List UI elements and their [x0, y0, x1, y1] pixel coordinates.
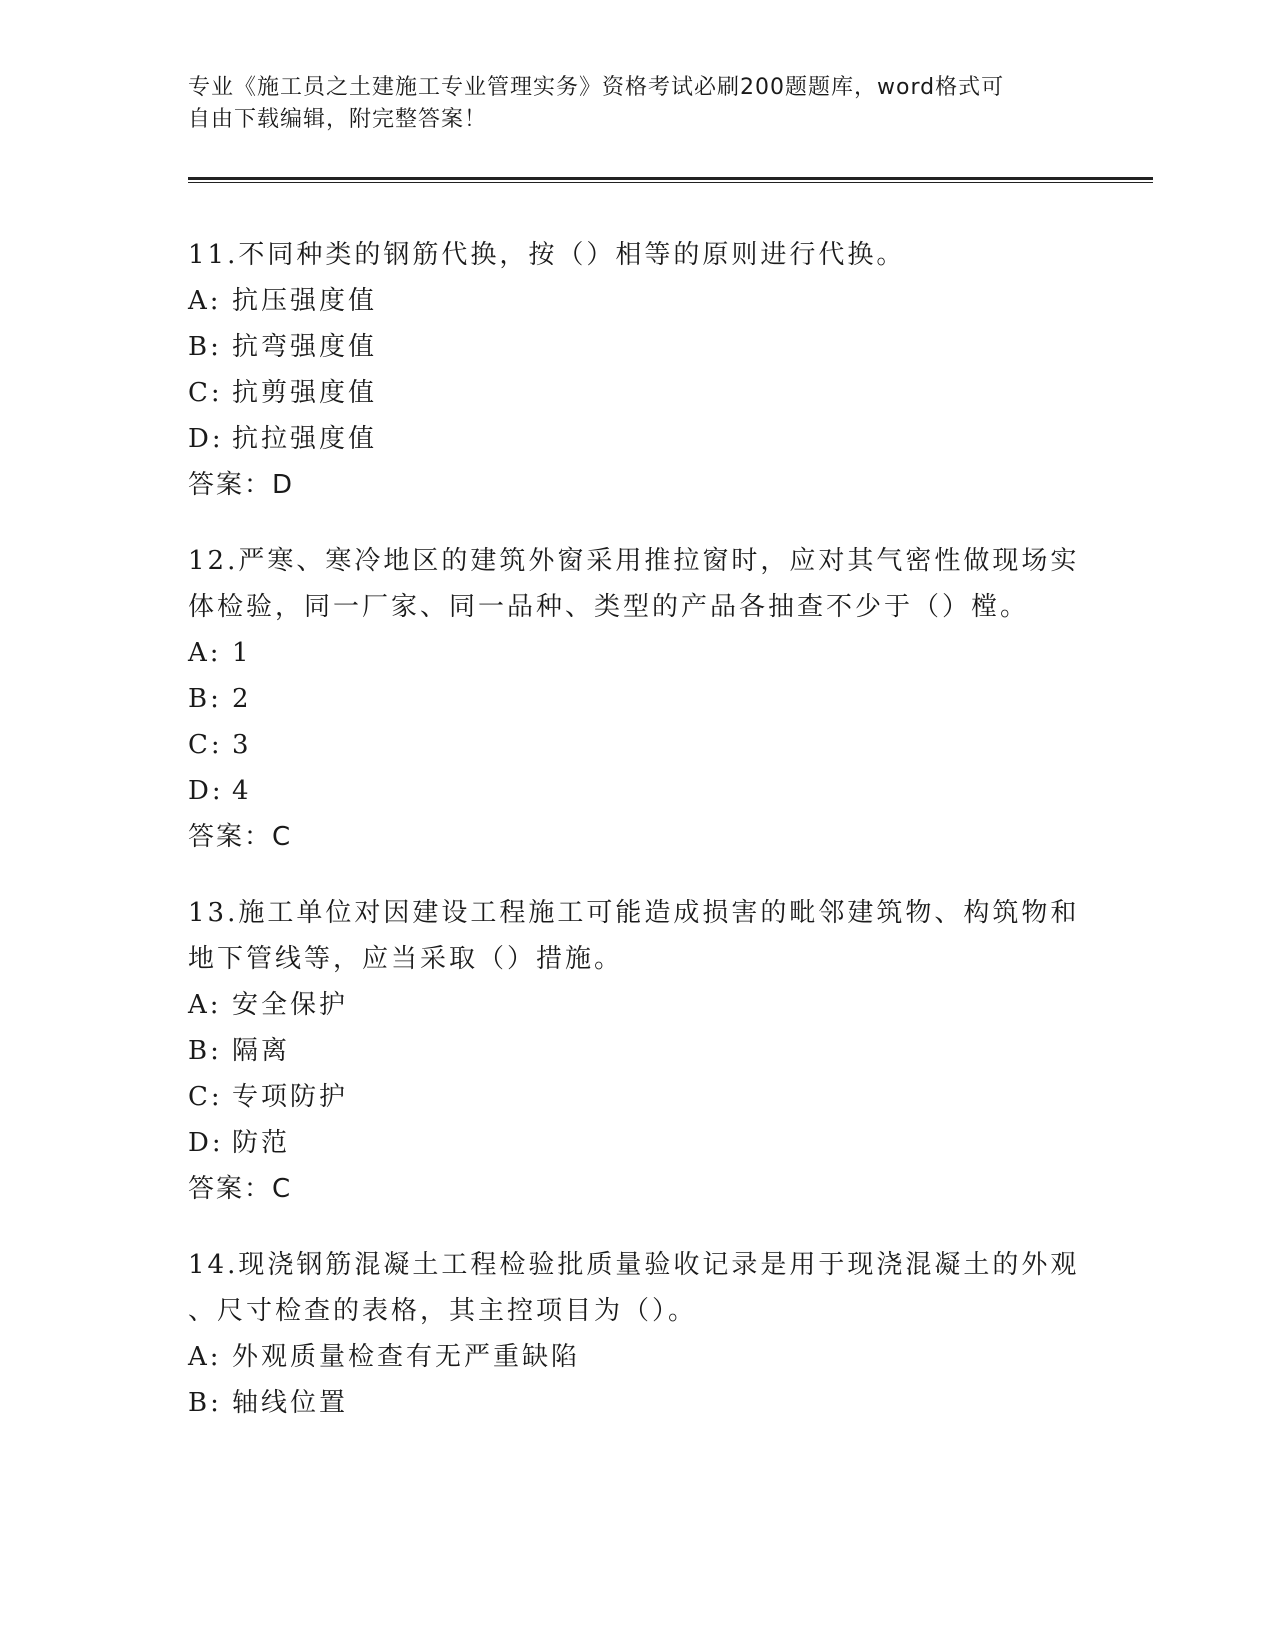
option-text: 抗剪强度值	[232, 378, 378, 408]
question-text: 12.严寒、寒冷地区的建筑外窗采用推拉窗时，应对其气密性做现场实	[188, 546, 1080, 576]
option-c	[188, 370, 1088, 416]
option-letter: C:	[188, 730, 223, 760]
option-text: 抗压强度值	[232, 286, 378, 316]
option-b	[188, 676, 1088, 722]
option-c	[188, 1074, 1088, 1120]
option-b	[188, 324, 1088, 370]
answer: 答案：C	[188, 822, 293, 852]
option-letter: B:	[188, 1036, 222, 1066]
option-text: 外观质量检查有无严重缺陷	[232, 1342, 581, 1372]
header-divider-thick	[188, 177, 1153, 180]
document-header	[188, 72, 1088, 136]
option-text: 2	[232, 684, 252, 714]
question-text: 体检验，同一厂家、同一品种、类型的产品各抽查不少于（）樘。	[188, 592, 1030, 622]
option-letter: D:	[188, 424, 224, 454]
option-letter: A:	[188, 1342, 222, 1372]
question-text: 、尺寸检查的表格，其主控项目为（）。	[188, 1296, 698, 1326]
option-letter: D:	[188, 776, 224, 806]
option-text: 防范	[232, 1128, 291, 1158]
option-a	[188, 630, 1088, 676]
option-letter: A:	[188, 990, 222, 1020]
option-letter: A:	[188, 286, 222, 316]
question-text: 地下管线等，应当采取（）措施。	[188, 944, 624, 974]
option-text: 隔离	[232, 1036, 291, 1066]
header-line-1: 专业《施工员之土建施工专业管理实务》资格考试必刷200题题库，word格式可	[188, 75, 1005, 100]
option-d	[188, 416, 1088, 462]
option-b	[188, 1028, 1088, 1074]
option-text: 3	[232, 730, 252, 760]
question-13	[188, 890, 1088, 1212]
answer: 答案：C	[188, 1174, 293, 1204]
option-letter: B:	[188, 1388, 222, 1418]
option-text: 4	[232, 776, 252, 806]
header-line-2: 自由下载编辑，附完整答案！	[188, 107, 488, 132]
option-letter: D:	[188, 1128, 224, 1158]
option-a	[188, 1334, 1088, 1380]
question-14	[188, 1242, 1088, 1426]
option-text: 抗拉强度值	[232, 424, 378, 454]
header-divider-thin	[188, 182, 1153, 183]
option-a	[188, 278, 1088, 324]
option-d	[188, 1120, 1088, 1166]
option-text: 抗弯强度值	[232, 332, 378, 362]
question-12	[188, 538, 1088, 860]
option-letter: B:	[188, 684, 222, 714]
question-list	[188, 232, 1088, 1456]
option-letter: C:	[188, 378, 223, 408]
answer: 答案：D	[188, 470, 295, 500]
option-text: 轴线位置	[232, 1388, 349, 1418]
option-text: 1	[232, 638, 252, 668]
option-text: 专项防护	[232, 1082, 349, 1112]
option-letter: B:	[188, 332, 222, 362]
option-a	[188, 982, 1088, 1028]
option-b	[188, 1380, 1088, 1426]
question-text: 11.不同种类的钢筋代换，按（）相等的原则进行代换。	[188, 240, 906, 270]
option-c	[188, 722, 1088, 768]
option-d	[188, 768, 1088, 814]
question-11	[188, 232, 1088, 508]
question-text: 14.现浇钢筋混凝土工程检验批质量验收记录是用于现浇混凝土的外观	[188, 1250, 1080, 1280]
option-letter: A:	[188, 638, 222, 668]
option-letter: C:	[188, 1082, 223, 1112]
option-text: 安全保护	[232, 990, 349, 1020]
question-text: 13.施工单位对因建设工程施工可能造成损害的毗邻建筑物、构筑物和	[188, 898, 1080, 928]
